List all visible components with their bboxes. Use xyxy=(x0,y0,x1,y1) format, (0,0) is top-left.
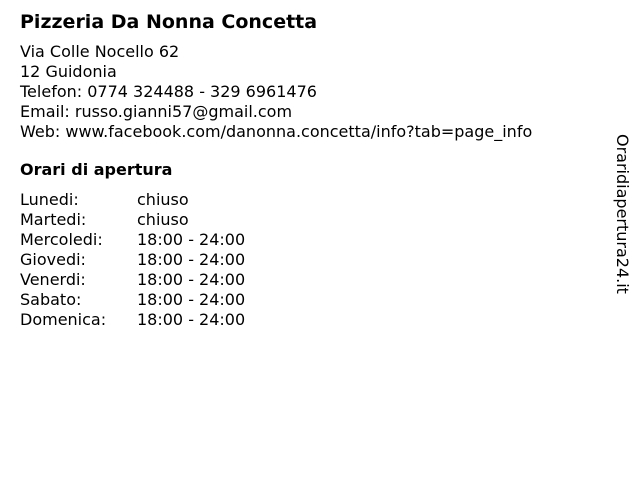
hours-row-saturday xyxy=(20,290,610,310)
hours-row-sunday xyxy=(20,310,610,330)
day-label: Domenica: xyxy=(20,310,107,329)
street-address: Via Colle Nocello 62 xyxy=(20,42,180,61)
day-label: Martedi: xyxy=(20,210,87,229)
phone-line: Telefon: 0774 324488 - 329 6961476 xyxy=(20,82,317,101)
day-label: Giovedi: xyxy=(20,250,86,269)
day-label: Venerdi: xyxy=(20,270,86,289)
day-label: Lunedi: xyxy=(20,190,79,209)
opening-hours-table xyxy=(20,190,610,330)
day-label: Mercoledi: xyxy=(20,230,103,249)
opening-hours-title: Orari di apertura xyxy=(20,160,173,179)
site-watermark: Oraridiapertura24.it xyxy=(613,134,632,294)
email-line: Email: russo.gianni57@gmail.com xyxy=(20,102,293,121)
web-line: Web: www.facebook.com/danonna.concetta/info?tab=page_info xyxy=(20,122,533,141)
hours-row-wednesday xyxy=(20,230,610,250)
day-label: Sabato: xyxy=(20,290,82,309)
business-card xyxy=(20,10,610,330)
time-value: 18:00 - 24:00 xyxy=(137,290,246,309)
hours-row-thursday xyxy=(20,250,610,270)
time-value: 18:00 - 24:00 xyxy=(137,250,246,269)
time-value: chiuso xyxy=(137,210,189,229)
hours-row-monday xyxy=(20,190,610,210)
time-value: 18:00 - 24:00 xyxy=(137,230,246,249)
time-value: 18:00 - 24:00 xyxy=(137,310,246,329)
time-value: 18:00 - 24:00 xyxy=(137,270,246,289)
business-name: Pizzeria Da Nonna Concetta xyxy=(20,11,318,33)
city: 12 Guidonia xyxy=(20,62,117,81)
hours-row-friday xyxy=(20,270,610,290)
contact-info xyxy=(20,42,610,142)
hours-row-tuesday xyxy=(20,210,610,230)
time-value: chiuso xyxy=(137,190,189,209)
